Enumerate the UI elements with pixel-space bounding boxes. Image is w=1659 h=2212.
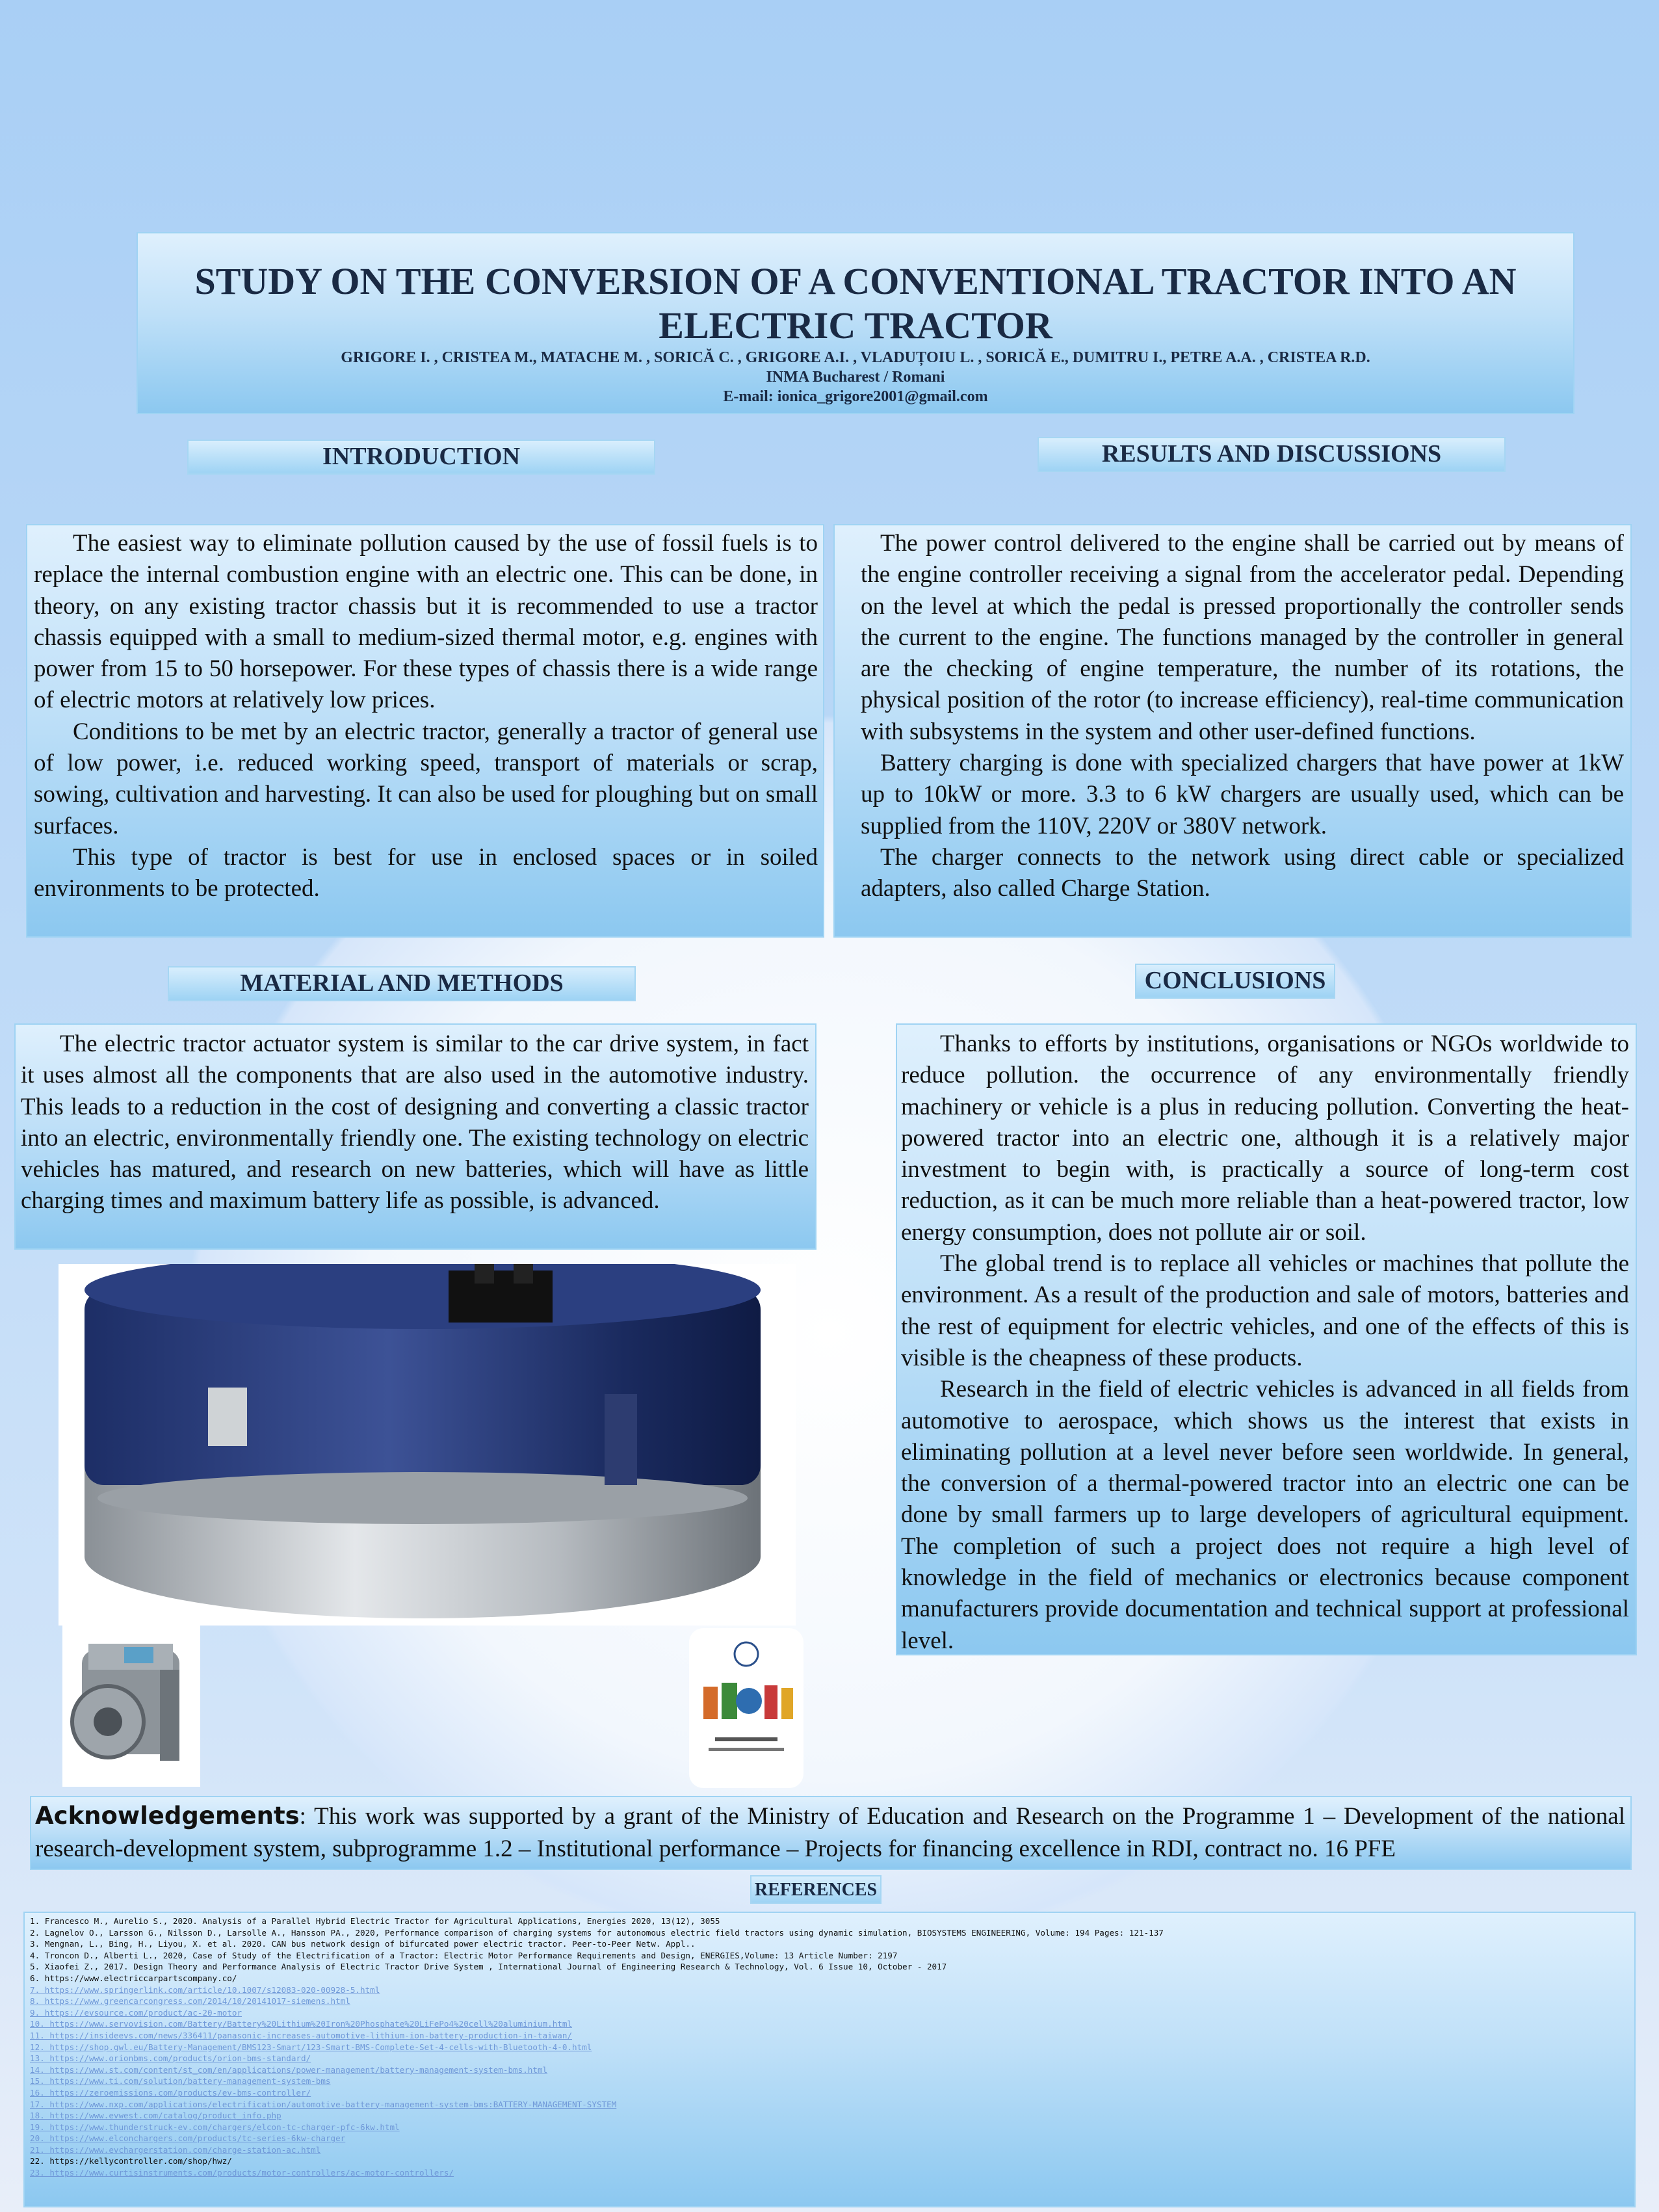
reference-item[interactable]: 17. https://www.nxp.com/applications/electrification/automotive-battery-management-system-bms:BATTERY-MANAGEMENT-SYSTEM: [30, 2099, 617, 2109]
acknowledgements-title: Acknowledgements: [35, 1802, 300, 1830]
reference-item[interactable]: 10. https://www.servovision.com/Battery/Battery%20Lithium%20Iron%20Phosphate%20LiFePo4%20cell%20aluminium.html: [30, 2019, 573, 2029]
results-paragraph-1: The power control delivered to the engine shall be carried out by means of the engine controller receiving a signal from the accelerator pedal. Depending on the level at which the pedal is pressed proportionally the controller sends the current to the engine. The functions managed by the controller in general are the checking of engine temperature, the number of its rotations, the physical position of the rotor (to increase efficiency), real-time communication with subsystems in the system and other user-defined functions.: [861, 530, 1624, 745]
results-text: [833, 524, 1632, 938]
conclusions-heading: CONCLUSIONS: [1135, 964, 1335, 999]
acknowledgements-text: : This work was supported by a grant of the Ministry of Education and Research on the Programme 1 – Development of the national research-development system, subprogramme 1.2 – Institutional performance – Projects for financing excellence in RDI, contract no. 16 PFE: [35, 1803, 1625, 1862]
reference-item: 6. https://www.electriccarpartscompany.co/: [30, 1973, 237, 1983]
reference-item: 3. Mengnan, L., Bing, H., Liyou, X. et al. 2020. CAN bus network design of bifurcated power electric tractor. Peer-to-Peer Netw. Appl..: [30, 1939, 696, 1949]
reference-item[interactable]: 18. https://www.evwest.com/catalog/product_info.php: [30, 2111, 281, 2121]
reference-item[interactable]: 8. https://www.greencarcongress.com/2014/10/20141017-siemens.html: [30, 1996, 350, 2007]
reference-item: 1. Francesco M., Aurelio S., 2020. Analysis of a Parallel Hybrid Electric Tractor for Agricultural Applications, Energies 2020, 13(12), 3055: [30, 1916, 720, 1926]
reference-item: 2. Lagnelov O., Larsson G., Nilsson D., Larsolle A., Hansson PA., 2020, Performance comparison of charging systems for autonomous electric field tractors using dynamic simulation, BIOSYSTEMS ENGINEERING, Volume: 194 Pages: 121-137: [30, 1927, 1164, 1938]
results-paragraph-2: Battery charging is done with specialized chargers that have power at 1kW up to 10kW or more. 3.3 to 6 kW chargers are usually used, which can be supplied from the 110V, 220V or 380V network.: [861, 750, 1624, 839]
reference-item[interactable]: 23. https://www.curtisinstruments.com/products/motor-controllers/ac-motor-controllers/: [30, 2168, 454, 2178]
reference-item[interactable]: 12. https://shop.gwl.eu/Battery-Management/BMS123-Smart/123-Smart-BMS-Complete-Set-4-cells-with-Bluetooth-4-0.html: [30, 2042, 592, 2052]
conclusions-paragraph-2: The global trend is to replace all vehicles or machines that pollute the environment. As a result of the production and sale of motors, batteries and the rest of equipment for electric vehicles, and one of the effects of this is visible is the cheapness of these products.: [901, 1250, 1629, 1371]
intro-paragraph-2: Conditions to be met by an electric tractor, generally a tractor of general use of low power, i.e. reduced working speed, transport of materials or scrap, sowing, cultivation and harvesting. It can also be used for ploughing but on small surfaces.: [34, 718, 818, 839]
authors: GRIGORE I. , CRISTEA M., MATACHE M. , SORICĂ C. , GRIGORE A.I. , VLADUȚOIU L. , SORICĂ E., DUMITRU I., PETRE A.A. , CRISTEA R.D.: [341, 349, 1370, 366]
material-paragraph-1: The electric tractor actuator system is similar to the car drive system, in fact it uses almost all the components that are also used in the automotive industry. This leads to a reduction in the cost of designing and converting a classic tractor into an electric, environmentally friendly one. The existing technology on electric vehicles has matured, and research on new batteries, which will have as little charging times and maximum battery life as possible, is advanced.: [21, 1031, 809, 1215]
reference-item: 5. Xiaofei Z., 2017. Design Theory and Performance Analysis of Electric Tractor Drive System , International Journal of Engineering Research & Technology, Vol. 6 Issue 10, October - 2017: [30, 1962, 947, 1972]
reference-item: 4. Troncon D., Alberti L., 2020, Case of Study of the Electrification of a Tractor: Electric Motor Performance Requirements and Design, ENERGIES,Volume: 13 Article Number: 2197: [30, 1950, 898, 1960]
reference-item[interactable]: 11. https://insideevs.com/news/336411/panasonic-increases-automotive-lithium-ion-battery-production-in-taiwan/: [30, 2030, 573, 2040]
acknowledgements-box: [30, 1796, 1632, 1870]
poster-title: STUDY ON THE CONVERSION OF A CONVENTIONAL TRACTOR INTO AN ELECTRIC TRACTOR: [194, 260, 1517, 347]
results-paragraph-3: The charger connects to the network using direct cable or specialized adapters, also called Charge Station.: [861, 843, 1624, 902]
results-heading: RESULTS AND DISCUSSIONS: [1038, 437, 1506, 472]
conclusions-paragraph-1: Thanks to efforts by institutions, organisations or NGOs worldwide to reduce pollution. the occurrence of any environmentally friendly machinery or vehicle is a plus in reducing pollution. Converting the heat-powered tractor into an electric one, although it is a relatively major investment to begin with, is practically a source of long-term cost reduction, as it can be much more reliable than a heat-powered tractor, low energy consumption, does not pollute air or soil.: [901, 1031, 1629, 1246]
reference-item[interactable]: 19. https://www.thunderstruck-ev.com/chargers/elcon-tc-charger-pfc-6kw.html: [30, 2122, 400, 2132]
conclusions-text: [896, 1023, 1637, 1655]
reference-item: 22. https://kellycontroller.com/shop/hwz/: [30, 2156, 232, 2166]
intro-paragraph-3: This type of tractor is best for use in enclosed spaces or in soiled environments to be protected.: [34, 843, 818, 902]
references-heading: REFERENCES: [750, 1875, 882, 1904]
reference-item[interactable]: 16. https://zeroemissions.com/products/ev-bms-controller/: [30, 2087, 311, 2098]
email: E-mail: ionica_grigore2001@gmail.com: [723, 388, 988, 405]
reference-item[interactable]: 21. https://www.evchargerstation.com/charge-station-ac.html: [30, 2144, 321, 2155]
reference-item[interactable]: 20. https://www.elconchargers.com/products/tc-series-6kw-charger: [30, 2133, 346, 2144]
reference-item[interactable]: 14. https://www.st.com/content/st_com/en/applications/power-management/battery-management-system-bms.html: [30, 2064, 548, 2075]
conclusions-paragraph-3: Research in the field of electric vehicles is advanced in all fields from automotive to aerospace, which shows us the interest that exists in eliminating pollution at a level never before seen worldwide. In general, the conversion of a thermal-powered tractor into an electric one can be done by small farmers up to large developers of agricultural equipment. The completion of such a project does not require a high level of knowledge in the field of mechanics or electronics because component manufacturers provide documentation and technical support at professional level.: [901, 1376, 1629, 1654]
introduction-heading: INTRODUCTION: [187, 440, 655, 475]
intro-paragraph-1: The easiest way to eliminate pollution caused by the use of fossil fuels is to replace the internal combustion engine with an electric one. This can be done, in theory, on any existing tractor chassis but it is recommended to use a tractor chassis equipped with a small to medium-sized thermal motor, e.g. engines with power from 15 to 50 horsepower. For these types of chassis there is a wide range of electric motors at relatively low prices.: [34, 530, 818, 714]
material-text: [14, 1023, 816, 1250]
material-heading: MATERIAL AND METHODS: [168, 966, 636, 1001]
reference-item[interactable]: 13. https://www.orionbms.com/products/orion-bms-standard/: [30, 2053, 311, 2064]
reference-item[interactable]: 7. https://www.springerlink.com/article/10.1007/s12083-020-00928-5.html: [30, 1984, 380, 1995]
reference-item[interactable]: 9. https://evsource.com/product/ac-20-motor: [30, 2007, 242, 2018]
reference-item[interactable]: 15. https://www.ti.com/solution/battery-management-system-bms: [30, 2076, 331, 2087]
small-motor-image: [62, 1624, 200, 1787]
references-list: [23, 1912, 1636, 2207]
introduction-text: [26, 524, 824, 938]
title-block: [137, 232, 1574, 414]
affiliation: INMA Bucharest / Romani: [766, 369, 945, 386]
electric-motor-image: [59, 1264, 796, 1626]
project-logo: [689, 1628, 803, 1788]
